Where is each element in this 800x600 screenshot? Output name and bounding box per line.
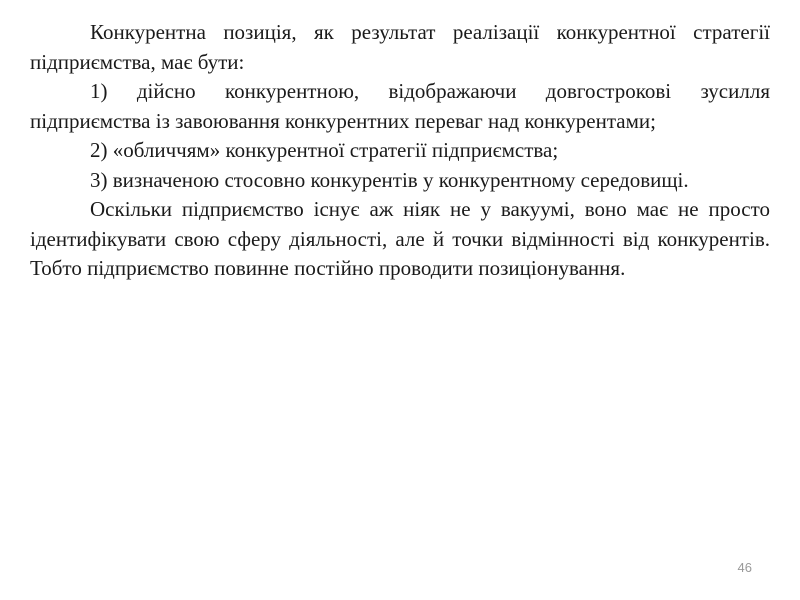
page-number: 46 [737, 560, 752, 575]
list-item-2: 2) «обличчям» конкурентної стратегії підприємства; [90, 138, 559, 162]
list-item-3: 3) визначеною стосовно конкурентів у конкурентному середовищі. [90, 167, 689, 192]
intro-paragraph: Конкурентна позиція, як результат реалізації конкурентної стратегії підприємства, має бути: [30, 20, 770, 74]
slide-body [30, 18, 770, 284]
list-item-1: 1) дійсно конкурентною, відображаючи довгострокові зусилля підприємства із завоювання конкурентних переваг над конкурентами; [30, 79, 770, 133]
conclusion-paragraph: Оскільки підприємство існує аж ніяк не у вакуумі, воно має не просто ідентифікувати свою сферу діяльності, але й точки відмінності від конкурентів. Тобто підприємство повинне постійно проводити позиціонування. [30, 197, 770, 280]
